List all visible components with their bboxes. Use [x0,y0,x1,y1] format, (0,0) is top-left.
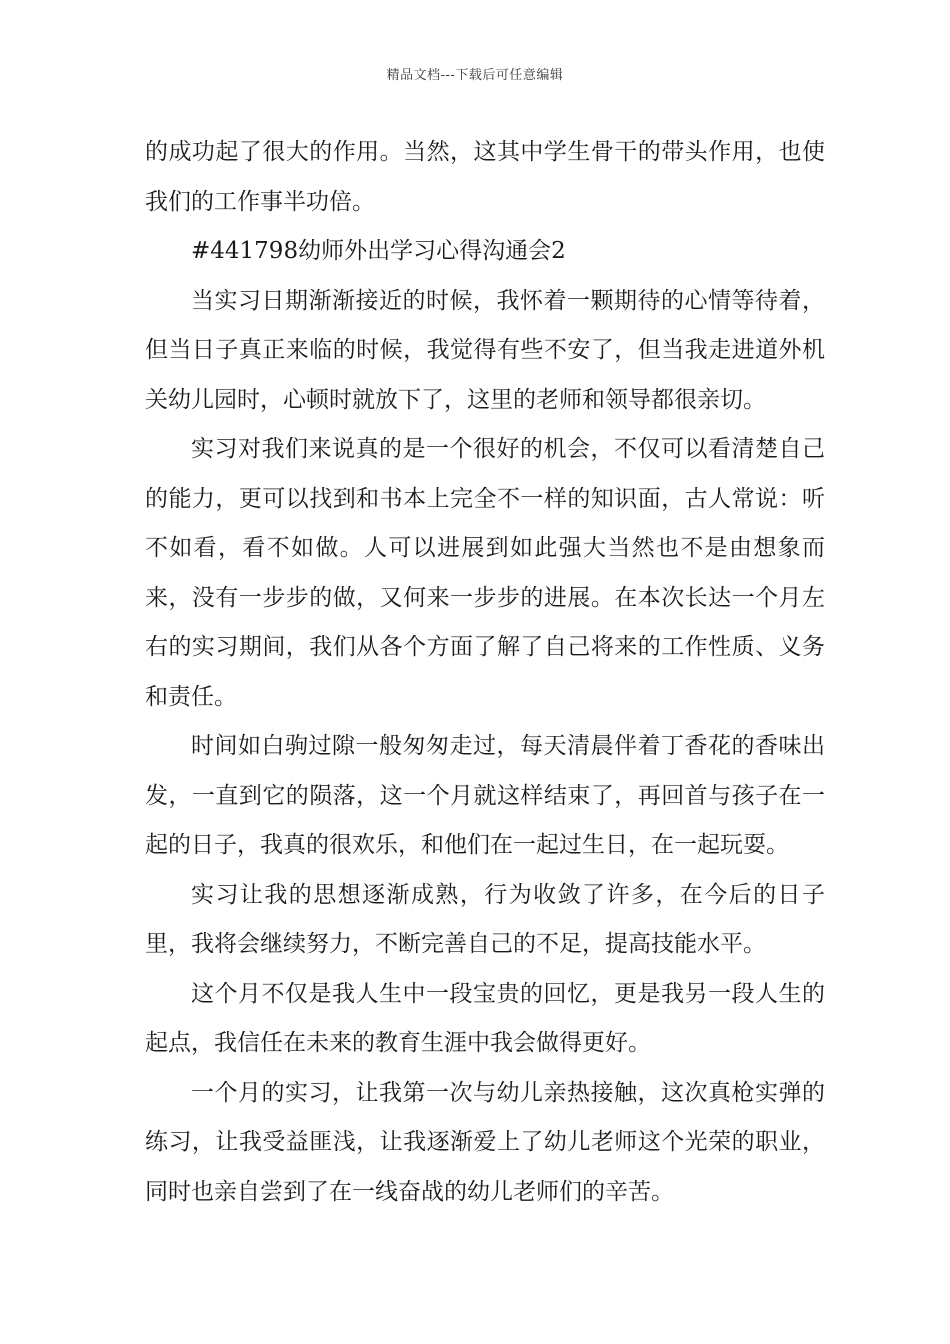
page-header: 精品文档---下载后可任意编辑 [386,68,564,83]
body-paragraph-4: 实习让我的思想逐渐成熟，行为收敛了许多，在今后的日子里，我将会继续努力，不断完善自己的不足，提高技能水平。 [145,881,825,957]
continuation-paragraph: 的成功起了很大的作用。当然，这其中学生骨干的带头作用，也使我们的工作事半功倍。 [145,139,825,215]
body-paragraph-2: 实习对我们来说真的是一个很好的机会，不仅可以看清楚自己的能力，更可以找到和书本上完全不一样的知识面，古人常说：听不如看，看不如做。人可以进展到如此强大当然也不是由想象而来，没有一步步的做，又何来一步步的进展。在本次长达一个月左右的实习期间，我们从各个方面了解了自己将来的工作性质、义务和责任。 [145,436,825,710]
body-paragraph-5: 这个月不仅是我人生中一段宝贵的回忆，更是我另一段人生的起点，我信任在未来的教育生涯中我会做得更好。 [145,980,825,1056]
body-paragraph-6: 一个月的实习，让我第一次与幼儿亲热接触，这次真枪实弹的练习，让我受益匪浅，让我逐渐爱上了幼儿老师这个光荣的职业，同时也亲自尝到了在一线奋战的幼儿老师们的辛苦。 [145,1079,825,1205]
section-heading: #441798幼师外出学习心得沟通会2 [191,238,566,264]
body-paragraph-1: 当实习日期渐渐接近的时候，我怀着一颗期待的心情等待着，但当日子真正来临的时候，我觉得有些不安了，但当我走进道外机关幼儿园时，心顿时就放下了，这里的老师和领导都很亲切。 [145,287,825,413]
document-body [145,128,825,1217]
body-paragraph-3: 时间如白驹过隙一般匆匆走过，每天清晨伴着丁香花的香味出发，一直到它的陨落，这一个月就这样结束了，再回首与孩子在一起的日子，我真的很欢乐，和他们在一起过生日，在一起玩耍。 [145,733,825,858]
